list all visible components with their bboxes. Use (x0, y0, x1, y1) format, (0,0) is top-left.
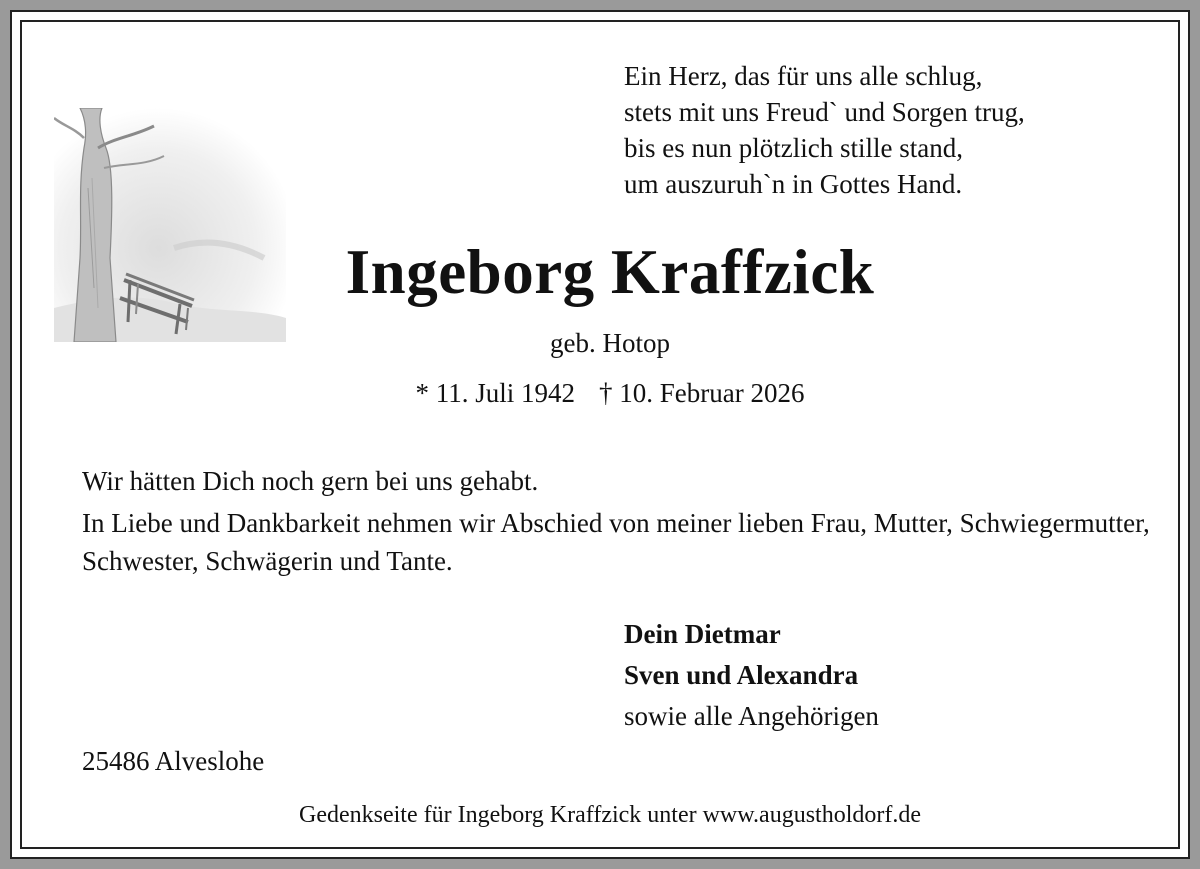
signature-first: Dein Dietmar (624, 619, 781, 649)
farewell-message (82, 462, 1172, 580)
poem-line: um auszuruh`n in Gottes Hand. (624, 169, 963, 199)
message-line: Wir hätten Dich noch gern bei uns gehabt. (82, 466, 539, 496)
memorial-page-note: Gedenkseite für Ingeborg Kraffzick unter www.augustholdorf.de (298, 802, 922, 828)
maiden-name: geb. Hotop (550, 328, 670, 358)
poem (624, 58, 1025, 202)
life-dates (22, 378, 1198, 409)
signatures (624, 614, 879, 737)
obituary-card (10, 10, 1190, 859)
birth-date: * 11. Juli 1942 (415, 378, 576, 408)
deceased-name: Ingeborg Kraffzick (345, 237, 875, 307)
signature-second: Sven und Alexandra (624, 660, 859, 690)
poem-line: Ein Herz, das für uns alle schlug, (624, 61, 983, 91)
poem-line: bis es nun plötzlich stille stand, (624, 133, 963, 163)
death-date: † 10. Februar 2026 (599, 378, 805, 408)
obituary-frame (20, 20, 1180, 849)
poem-line: stets mit uns Freud` und Sorgen trug, (624, 97, 1025, 127)
message-paragraph: In Liebe und Dankbarkeit nehmen wir Abschied von meiner lieben Frau, Mutter, Schwiegermutter, Schwester, Schwägerin und Tante. (82, 508, 1150, 576)
signature-rest: sowie alle Angehörigen (624, 701, 879, 731)
place: 25486 Alveslohe (82, 746, 265, 776)
